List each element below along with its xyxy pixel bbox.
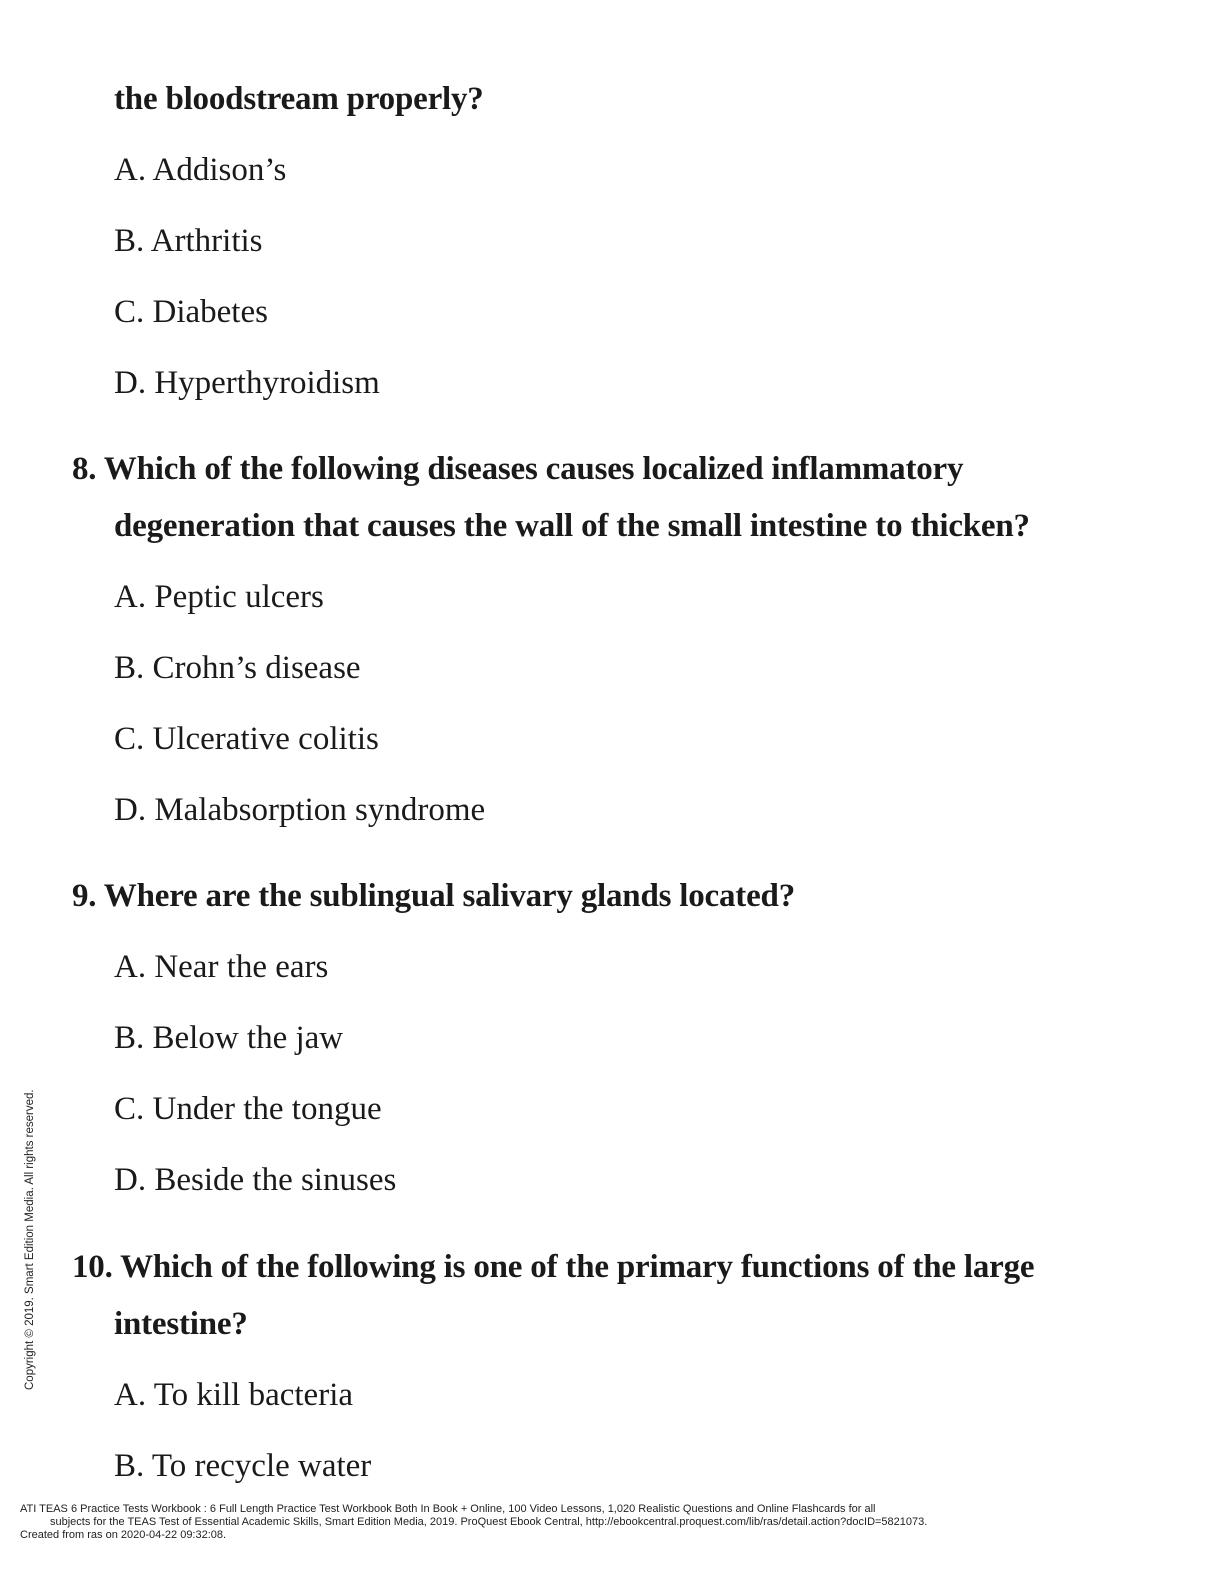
question-7-option-a: A. Addison’s <box>114 152 287 188</box>
question-7-option-b: B. Arthritis <box>114 223 263 259</box>
copyright-notice: Copyright © 2019. Smart Edition Media. All rights reserved. <box>24 1089 36 1390</box>
question-9-option-c: C. Under the tongue <box>114 1091 382 1127</box>
citation-line-2: subjects for the TEAS Test of Essential Academic Skills, Smart Edition Media, 2019. ProQuest Ebook Central, http://ebookcentral.proquest.com/lib/ras/detail.action?docID=5821073. <box>50 1516 928 1528</box>
question-8-option-a: A. Peptic ulcers <box>114 579 324 615</box>
question-8-option-c: C. Ulcerative colitis <box>114 721 379 757</box>
question-10-option-b: B. To recycle water <box>114 1448 372 1484</box>
question-10-text-line-2: intestine? <box>114 1306 248 1342</box>
question-9-option-b: B. Below the jaw <box>114 1020 344 1056</box>
citation-line-3: Created from ras on 2020-04-22 09:32:08. <box>20 1529 227 1541</box>
question-8-option-d: D. Malabsorption syndrome <box>114 792 486 828</box>
question-8-option-b: B. Crohn’s disease <box>114 650 361 686</box>
question-7-option-c: C. Diabetes <box>114 294 268 330</box>
question-8-text-line-1: 8. Which of the following diseases causes localized inflammatory <box>72 451 964 487</box>
question-10-option-a: A. To kill bacteria <box>114 1377 354 1413</box>
question-10-text-line-1: 10. Which of the following is one of the primary functions of the large <box>72 1249 1035 1285</box>
question-9-text: 9. Where are the sublingual salivary glands located? <box>72 878 795 914</box>
question-9-option-a: A. Near the ears <box>114 949 329 985</box>
question-9-option-d: D. Beside the sinuses <box>114 1162 397 1198</box>
question-7-text: the bloodstream properly? <box>114 81 484 117</box>
citation-footer <box>20 1503 927 1542</box>
citation-line-1: ATI TEAS 6 Practice Tests Workbook : 6 Full Length Practice Test Workbook Both In Book + Online, 100 Video Lessons, 1,020 Realistic Questions and Online Flashcards for all <box>20 1503 876 1515</box>
question-8-text-line-2: degeneration that causes the wall of the small intestine to thicken? <box>114 508 1030 544</box>
question-7-option-d: D. Hyperthyroidism <box>114 365 380 401</box>
